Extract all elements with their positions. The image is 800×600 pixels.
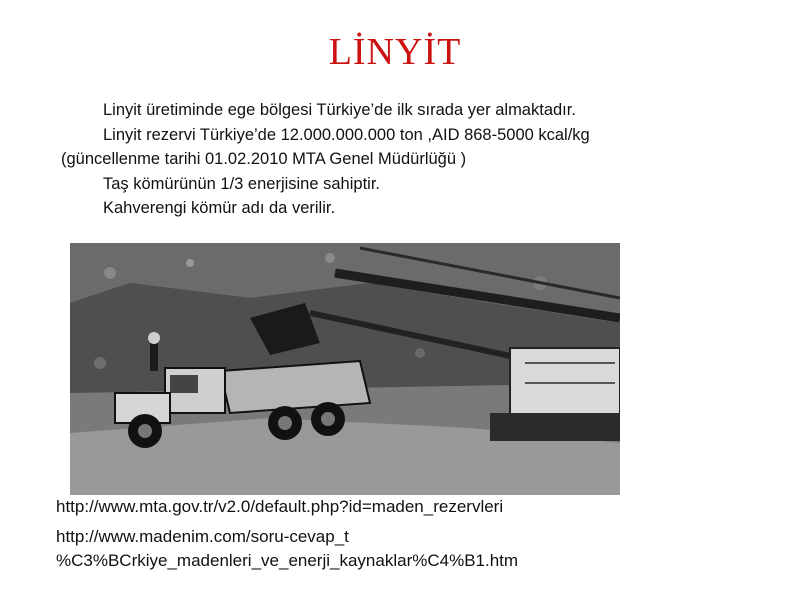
source-links <box>56 495 656 573</box>
lignite-mining-photo <box>70 243 620 495</box>
paragraph-production: Linyit üretiminde ege bölgesi Türkiye’de ilk sırada yer almaktadır. <box>103 101 576 119</box>
source-link-madenim[interactable] <box>56 525 656 573</box>
paragraph-energy: Taş kömürünün 1/3 enerjisine sahiptir. <box>103 174 380 193</box>
source-link-madenim-line1[interactable]: http://www.madenim.com/soru-cevap_t <box>56 527 349 546</box>
slide-title: LİNYİT <box>328 31 462 73</box>
paragraph-reserve: Linyit rezervi Türkiye’de 12.000.000.000 ton ,AID 868-5000 kcal/kg (güncellenme tarihi 01.02.2010 MTA Genel Müdürlüğü ) <box>61 125 590 168</box>
paragraph-brown-coal: Kahverengi kömür adı da verilir. <box>103 199 336 217</box>
body-text <box>61 98 601 221</box>
source-link-mta[interactable]: http://www.mta.gov.tr/v2.0/default.php?id=maden_rezervleri <box>56 497 504 516</box>
source-link-madenim-line2[interactable]: %C3%BCrkiye_madenleri_ve_enerji_kaynaklar%C4%B1.htm <box>56 551 519 570</box>
photo-illustration <box>70 243 620 495</box>
